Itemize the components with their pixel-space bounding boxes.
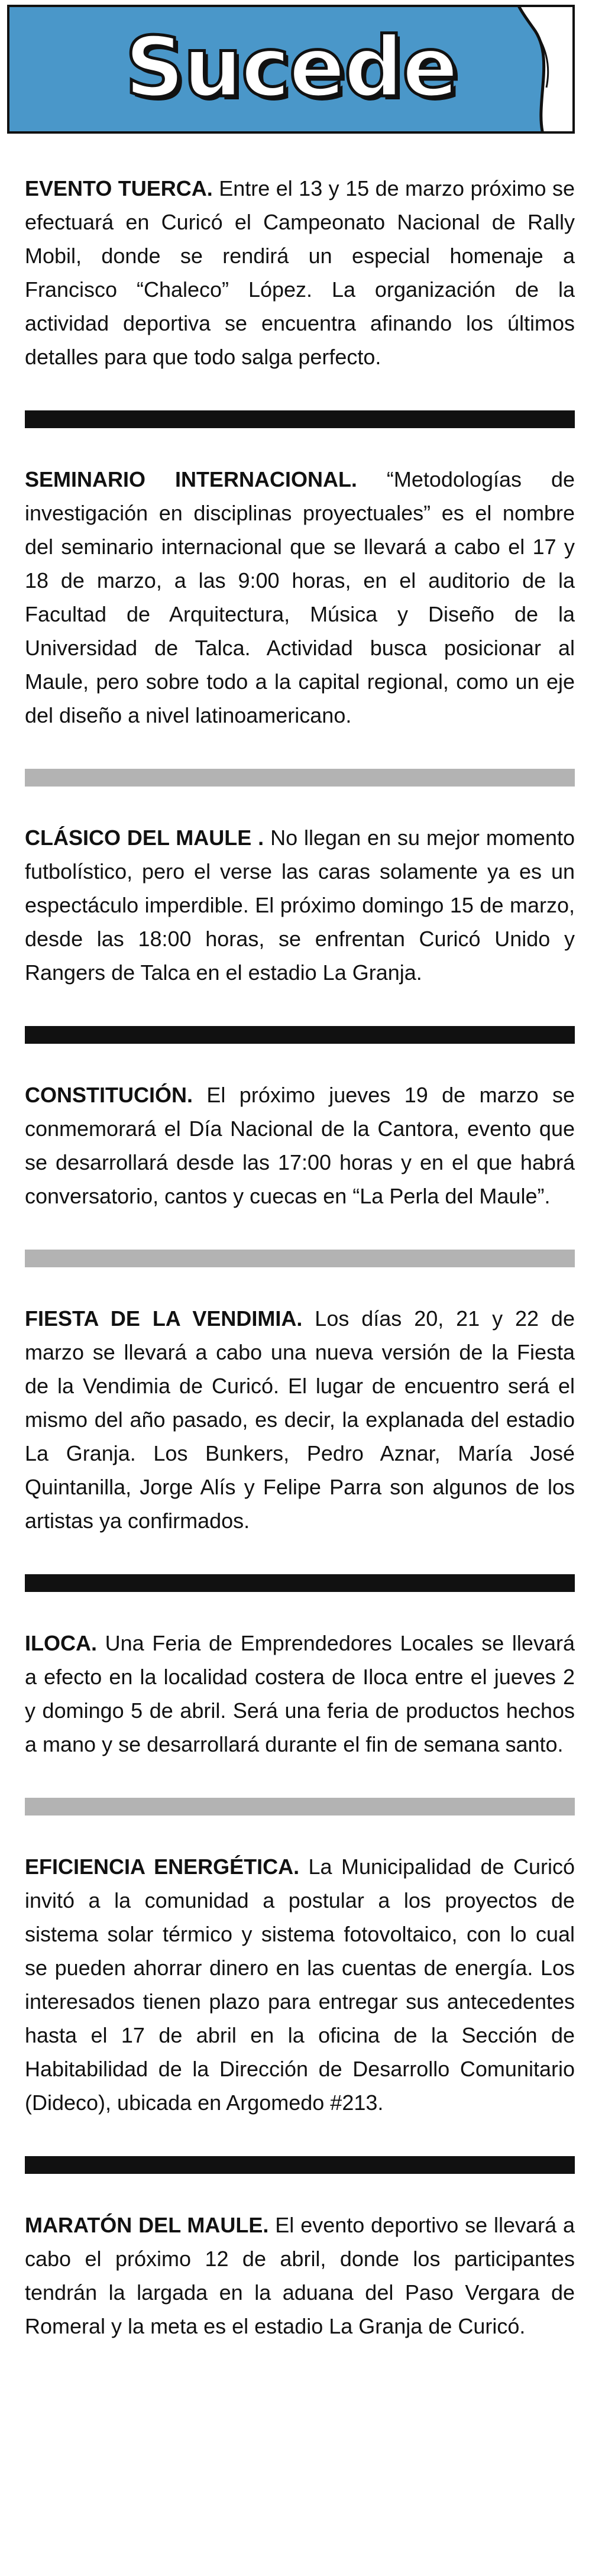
news-item-text: Los días 20, 21 y 22 de marzo se llevará a cabo una nueva versión de la Fiesta de la Vendimia de Curicó. El lugar de encuentro será el mismo del año pasado, es decir, la explanada del estadio La Granja. Los Bunkers, Pedro Aznar, María José Quintanilla, Jorge Alís y Felipe Parra son algunos de los artistas ya confirmados.: [25, 1306, 575, 1533]
section-title: Sucede: [125, 20, 457, 116]
news-item-text: El próximo jueves 19 de marzo se conmemorará el Día Nacional de la Cantora, evento que se desarrollará desde las 17:00 horas y en el que habrá conversatorio, cantos y cuecas en “La Perla del Maule”.: [25, 1083, 575, 1208]
news-item-keyword: ILOCA.: [25, 1631, 97, 1655]
news-item: [25, 1302, 575, 1538]
news-item-keyword: MARATÓN DEL MAULE.: [25, 2213, 269, 2237]
separator-bar: [25, 410, 575, 428]
news-item-keyword: EFICIENCIA ENERGÉTICA.: [25, 1855, 300, 1879]
news-item-keyword: EVENTO TUERCA.: [25, 176, 213, 200]
news-item: [25, 2208, 575, 2343]
separator-bar: [25, 769, 575, 787]
news-item-keyword: FIESTA DE LA VENDIMIA.: [25, 1306, 303, 1331]
news-item-text: El evento deportivo se llevará a cabo el próximo 12 de abril, donde los participantes tendrán la largada en la aduana del Paso Vergara de Romeral y la meta es el estadio La Granja de Curicó.: [25, 2213, 575, 2338]
news-item: [25, 1850, 575, 2119]
news-item: [25, 1626, 575, 1761]
separator-bar: [25, 1574, 575, 1592]
news-item-text: Entre el 13 y 15 de marzo próximo se efectuará en Curicó el Campeonato Nacional de Rally Mobil, donde se rendirá un especial homenaje a Francisco “Chaleco” López. La organización de la actividad deportiva se encuentra afinando los últimos detalles para que todo salga perfecto.: [25, 176, 575, 369]
news-item-keyword: SEMINARIO INTERNACIONAL.: [25, 467, 357, 491]
separator-bar: [25, 1026, 575, 1044]
news-item: [25, 1078, 575, 1213]
separator-bar: [25, 1798, 575, 1816]
news-item-keyword: CONSTITUCIÓN.: [25, 1083, 193, 1107]
news-item: [25, 171, 575, 374]
news-item: [25, 462, 575, 732]
section-header: [7, 5, 575, 134]
separator-bar: [25, 2156, 575, 2174]
page-curl-decoration: [510, 5, 575, 134]
news-item-text: No llegan en su mejor momento futbolístico, pero el verse las caras solamente ya es un espectáculo imperdible. El próximo domingo 15 de marzo, desde las 18:00 horas, se enfrentan Curicó Unido y Rangers de Talca en el estadio La Granja.: [25, 826, 575, 985]
separator-bar: [25, 1250, 575, 1267]
news-item: [25, 821, 575, 989]
news-item-keyword: CLÁSICO DEL MAULE .: [25, 826, 264, 850]
news-item-text: La Municipalidad de Curicó invitó a la comunidad a postular a los proyectos de sistema solar térmico y sistema fotovoltaico, con lo cual se pueden ahorrar dinero en las cuentas de energía. Los interesados tienen plazo para entregar sus antecedentes hasta el 17 de abril en la oficina de la Sección de Habitabilidad de la Dirección de Desarrollo Comunitario (Dideco), ubicada en Argomedo #213.: [25, 1855, 575, 2115]
news-item-text: “Metodologías de investigación en disciplinas proyectuales” es el nombre del seminario internacional que se llevará a cabo el 17 y 18 de marzo, a las 9:00 horas, en el auditorio de la Facultad de Arquitectura, Música y Diseño de la Universidad de Talca. Actividad busca posicionar al Maule, pero sobre todo a la capital regional, como un eje del diseño a nivel latinoamericano.: [25, 467, 575, 727]
news-column: [25, 171, 575, 2343]
news-item-text: Una Feria de Emprendedores Locales se llevará a efecto en la localidad costera de Iloca entre el jueves 2 y domingo 5 de abril. Será una feria de productos hechos a mano y se desarrollará durante el fin de semana santo.: [25, 1631, 575, 1756]
